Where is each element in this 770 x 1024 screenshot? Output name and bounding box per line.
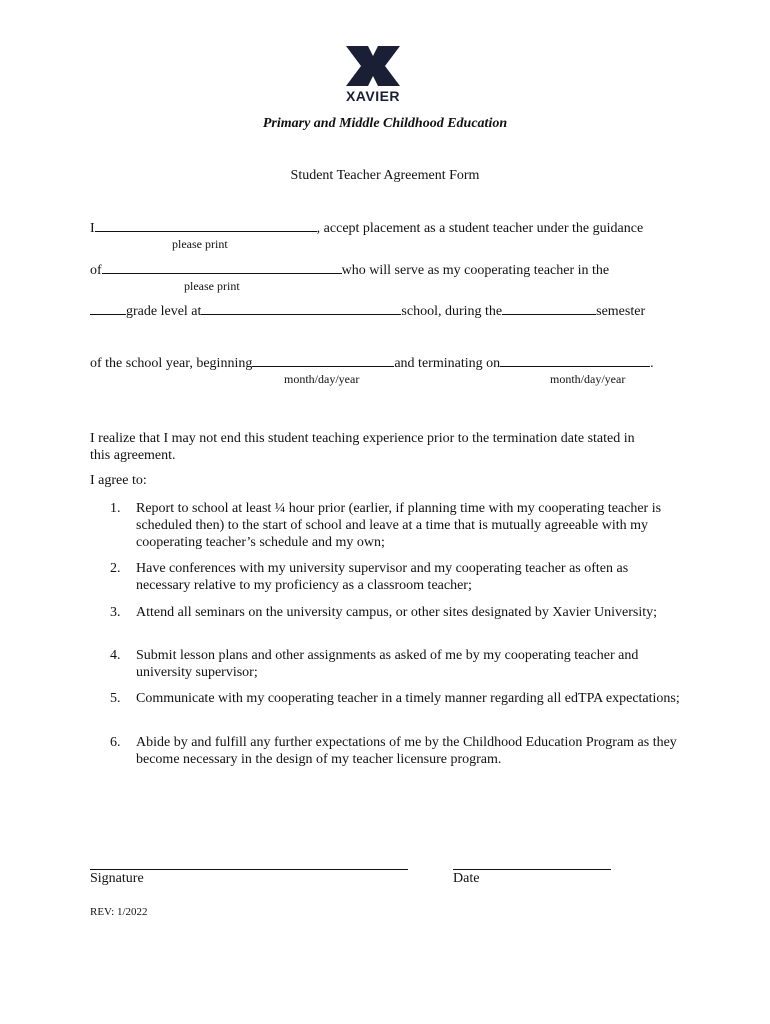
line4-middle: and terminating on	[394, 356, 501, 371]
school-field[interactable]	[201, 302, 401, 315]
list-item-number: 1.	[110, 501, 121, 516]
list-item-text: Communicate with my cooperating teacher in a timely manner regarding all edTPA expectations;	[136, 691, 680, 706]
logo-wordmark: XAVIER	[345, 88, 401, 104]
list-item-number: 2.	[110, 561, 121, 576]
line1-hint: please print	[172, 237, 228, 251]
line2	[90, 261, 609, 279]
program-title: Primary and Middle Childhood Education	[262, 116, 508, 131]
list-item-text: Attend all seminars on the university campus, or other sites designated by Xavier University;	[136, 605, 657, 620]
date-line[interactable]	[453, 869, 611, 870]
semester-field[interactable]	[502, 302, 596, 315]
line3	[90, 302, 645, 320]
line2-prefix: of	[90, 263, 102, 278]
revision-note: REV: 1/2022	[90, 906, 148, 918]
cooperating-teacher-field[interactable]	[102, 261, 342, 274]
list-item-number: 6.	[110, 735, 121, 750]
signature-line[interactable]	[90, 869, 408, 870]
line1-suffix: , accept placement as a student teacher under the guidance	[316, 221, 644, 236]
form-title: Student Teacher Agreement Form	[290, 168, 480, 183]
begin-date-field[interactable]	[252, 354, 394, 367]
line4-prefix: of the school year, beginning	[90, 356, 253, 371]
list-item-text: Submit lesson plans and other assignments as asked of me by my cooperating teacher and university supervisor;	[136, 648, 639, 680]
list-item-number: 5.	[110, 691, 121, 706]
agree-text: I agree to:	[90, 473, 147, 488]
date-label: Date	[453, 871, 480, 886]
list-item-text: Abide by and fulfill any further expectations of me by the Childhood Education Program as they become necessary in the design of my teacher licensure program.	[136, 735, 677, 767]
realize-text: I realize that I may not end this student teaching experience prior to the termination date stated in	[90, 431, 635, 446]
list-item-number: 4.	[110, 648, 121, 663]
line4-end: .	[650, 356, 654, 371]
realize-text-2: this agreement.	[90, 448, 176, 463]
line4	[90, 354, 654, 372]
begin-date-hint: month/day/year	[284, 372, 360, 386]
grade-field[interactable]	[90, 302, 126, 315]
line3-school: school, during the	[401, 304, 503, 319]
end-date-hint: month/day/year	[550, 372, 626, 386]
end-date-field[interactable]	[500, 354, 650, 367]
list-item-number: 3.	[110, 605, 121, 620]
xavier-x-mark	[338, 44, 408, 88]
line2-suffix: who will serve as my cooperating teacher in the	[341, 263, 610, 278]
line2-hint: please print	[184, 279, 240, 293]
student-name-field[interactable]	[95, 219, 317, 232]
list-item-text: Report to school at least ¼ hour prior (earlier, if planning time with my cooperating teacher is scheduled then) to the start of school and leave at a time that is mutually agreeable with my cooperating teacher’s schedule and my own;	[136, 501, 662, 550]
signature-label: Signature	[90, 871, 144, 886]
line3-semester: semester	[596, 304, 646, 319]
line3-grade: grade level at	[126, 304, 202, 319]
line1-prefix: I	[90, 221, 95, 236]
list-item-text: Have conferences with my university supervisor and my cooperating teacher as often as necessary relative to my proficiency as a classroom teacher;	[136, 561, 629, 593]
xavier-logo	[338, 44, 408, 104]
line1	[90, 219, 643, 237]
